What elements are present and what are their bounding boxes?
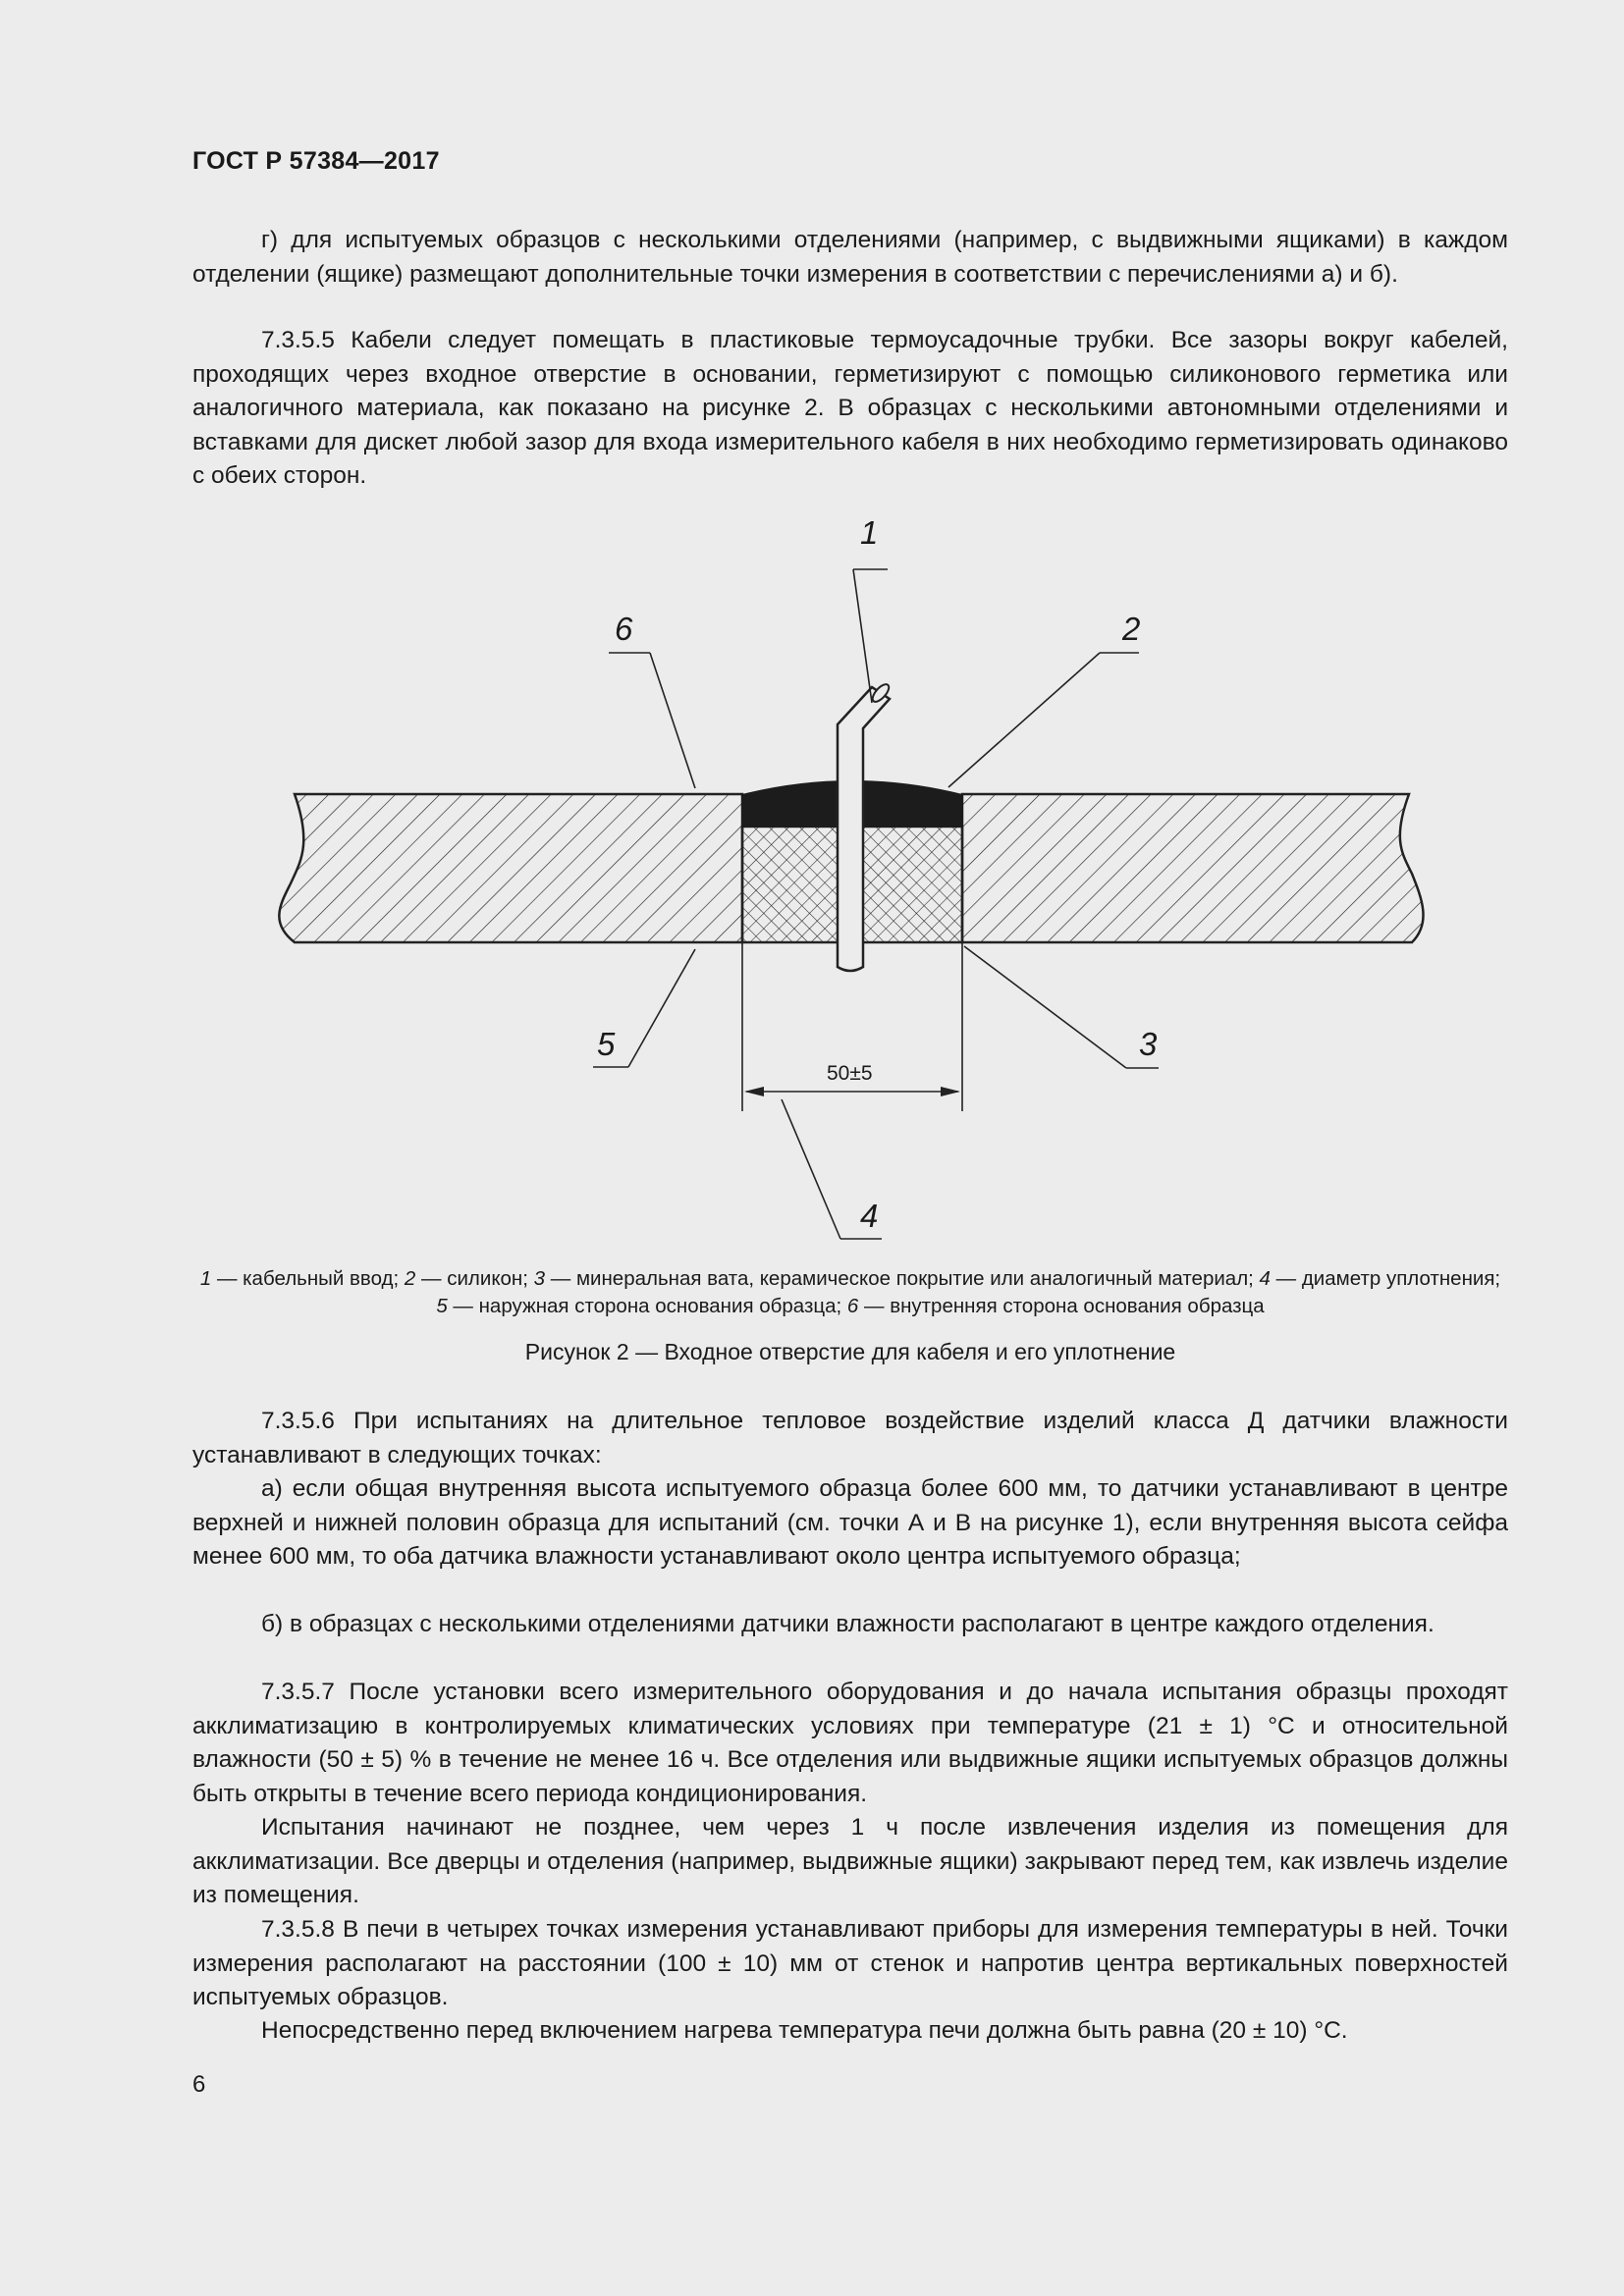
label-3: 3 — [1139, 1026, 1158, 1062]
document-code-header: ГОСТ Р 57384—2017 — [192, 147, 440, 175]
paragraph-7-3-5-5: 7.3.5.5 Кабели следует помещать в пластиковые термоусадочные трубки. Все зазоры вокруг кабелей, проходящих через входное отверстие в основании, герметизируют с помощью силиконового герметика или аналогичного материала, как показано на рисунке 2. В образцах с несколькими автономными отделениями и вставками для дискет любой зазор для входа измерительного кабеля в них необходимо герметизировать одинаково с обеих сторон. — [192, 327, 1508, 489]
page-number: 6 — [192, 2071, 206, 2098]
paragraph-7-3-5-7: 7.3.5.7 После установки всего измерительного оборудования и до начала испытания образцы проходят акклиматизацию в контролируемых климатических условиях при температуре (21 ± 1) °С и относительной влажности (50 ± 5) % в течение не менее 16 ч. Все отделения или выдвижные ящики испытуемых образцов должны быть открыты в течение всего периода кондиционирования. — [192, 1679, 1508, 1807]
figure-legend: 1 — кабельный ввод; 2 — силикон; 3 — минеральная вата, керамическое покрытие или аналогичный материал; 4 — диаметр уплотнения; 5 — наружная сторона основания образца; 6 — внутренняя сторона основания образца — [199, 1267, 1501, 1317]
paragraph-furnace-temperature: Непосредственно перед включением нагрева температура печи должна быть равна (20 ± 10) °С. — [261, 2017, 1348, 2044]
base-right-section — [962, 794, 1424, 942]
paragraph-item-g: г) для испытуемых образцов с несколькими отделениями (например, с выдвижными ящиками) в каждом отделении (ящике) размещают дополнительные точки измерения в соответствии с перечислениями а) и б). — [192, 227, 1508, 288]
figure-2-cable-entry — [0, 501, 1624, 1247]
label-4: 4 — [860, 1198, 879, 1234]
cable-entry-drawing — [0, 501, 1624, 1247]
paragraph-7-3-5-6: 7.3.5.6 При испытаниях на длительное тепловое воздействие изделий класса Д датчики влажности устанавливают в следующих точках: — [192, 1408, 1508, 1468]
figure-caption: Рисунок 2 — Входное отверстие для кабеля и его уплотнение — [524, 1339, 1176, 1364]
paragraph-item-b: б) в образцах с несколькими отделениями датчики влажности располагают в центре каждого отделения. — [261, 1611, 1435, 1637]
label-2: 2 — [1122, 611, 1141, 647]
label-1: 1 — [860, 514, 879, 551]
paragraph-item-a: а) если общая внутренняя высота испытуемого образца более 600 мм, то датчики устанавливают в центре верхней и нижней половин образца для испытаний (см. точки А и В на рисунке 1), если внутренняя высота сейфа менее 600 мм, то оба датчика влажности устанавливают около центра испытуемого образца; — [192, 1475, 1508, 1570]
paragraph-7-3-5-8: 7.3.5.8 В печи в четырех точках измерения устанавливают приборы для измерения температуры в ней. Точки измерения располагают на расстоянии (100 ± 10) мм от стенок и напротив центра вертикальных поверхностей испытуемых образцов. — [192, 1916, 1508, 2010]
paragraph-test-start: Испытания начинают не позднее, чем через 1 ч после извлечения изделия из помещения для акклиматизации. Все дверцы и отделения (например, выдвижные ящики) закрывают перед тем, как извлечь изделие из помещения. — [192, 1814, 1508, 1908]
label-6: 6 — [615, 611, 633, 647]
label-5: 5 — [597, 1026, 616, 1062]
base-left-section — [279, 794, 742, 942]
dimension-value: 50±5 — [827, 1062, 873, 1085]
